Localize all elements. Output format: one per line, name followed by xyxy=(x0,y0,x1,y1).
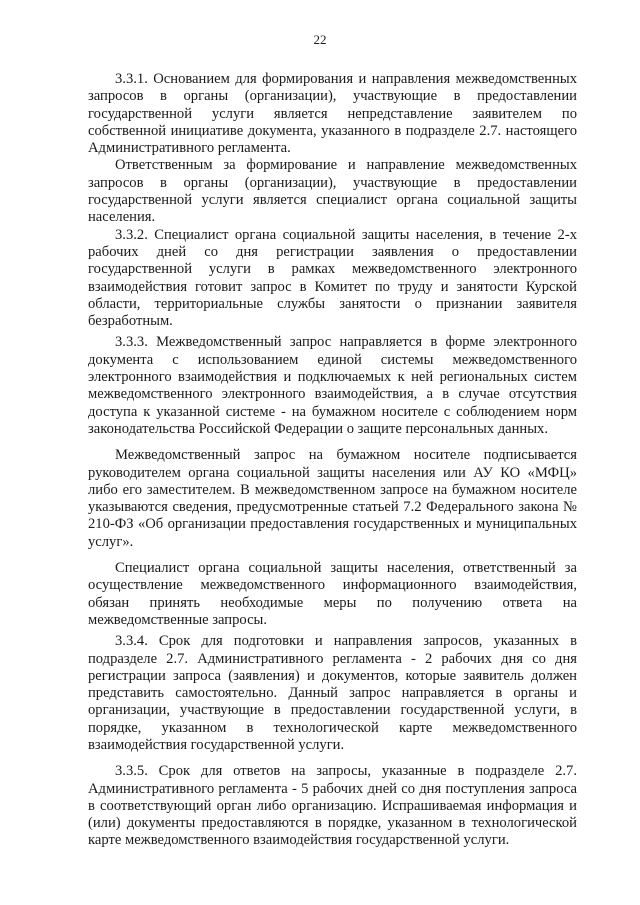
document-body xyxy=(88,71,577,850)
paragraph-3-3-2: 3.3.2. Специалист органа социальной защиты населения, в течение 2-х рабочих дней со дня регистрации заявления о предоставлении государственной услуги в рамках межведомственного электронного взаимодействия готовит запрос в Комитет по труду и занятости Курской области, территориальные службы занятости о признании заявителя безработным. xyxy=(88,226,577,330)
paragraph-3-3-1: 3.3.1. Основанием для формирования и направления межведомственных запросов в органы (организации), участвующие в предоставлении государственной услуги является непредставление заявителем по собственной инициативе документа, указанного в подразделе 2.7. настоящего Административного регламента. xyxy=(88,71,577,157)
paragraph-3-3-5: 3.3.5. Срок для ответов на запросы, указанные в подразделе 2.7. Административного регламента - 5 рабочих дней со дня поступления запроса в соответствующий орган либо организацию. Испрашиваемая информация и (или) документы предоставляются в порядке, указанном в технологической карте межведомственного взаимодействия государственной услуги. xyxy=(88,763,577,849)
paragraph-paper-request: Межведомственный запрос на бумажном носителе подписывается руководителем органа социальной защиты населения или АУ КО «МФЦ» либо его заместителем. В межведомственном запросе на бумажном носителе указываются сведения, предусмотренные статьей 7.2 Федерального закона № 210-ФЗ «Об организации предоставления государственных и муниципальных услуг». xyxy=(88,447,577,550)
paragraph-3-3-3: 3.3.3. Межведомственный запрос направляется в форме электронного документа с использованием единой системы межведомственного электронного взаимодействия и подключаемых к ней региональных систем межведомственного электронного взаимодействия, а в случае отсутствия доступа к указанной системе - на бумажном носителе с соблюдением норм законодательства Российской Федерации о защите персональных данных. xyxy=(88,334,577,437)
paragraph-specialist-duties: Специалист органа социальной защиты населения, ответственный за осуществление межведомственного информационного взаимодействия, обязан принять необходимые меры по получению ответа на межведомственные запросы. xyxy=(88,560,577,628)
paragraph-responsible-official: Ответственным за формирование и направление межведомственных запросов в органы (организации), участвующие в предоставлении государственной услуги является специалист органа социальной защиты населения. xyxy=(88,157,577,226)
paragraph-3-3-4: 3.3.4. Срок для подготовки и направления запросов, указанных в подразделе 2.7. Административного регламента - 2 рабочих дня со дня регистрации запроса (заявления) и документов, которые заявитель должен представить самостоятельно. Данный запрос направляется в органы и организации, участвующие в предоставлении государственной услуги, в порядке, указанном в технологической карте межведомственного взаимодействия государственной услуги. xyxy=(88,633,577,753)
page-number: 22 xyxy=(313,32,327,47)
